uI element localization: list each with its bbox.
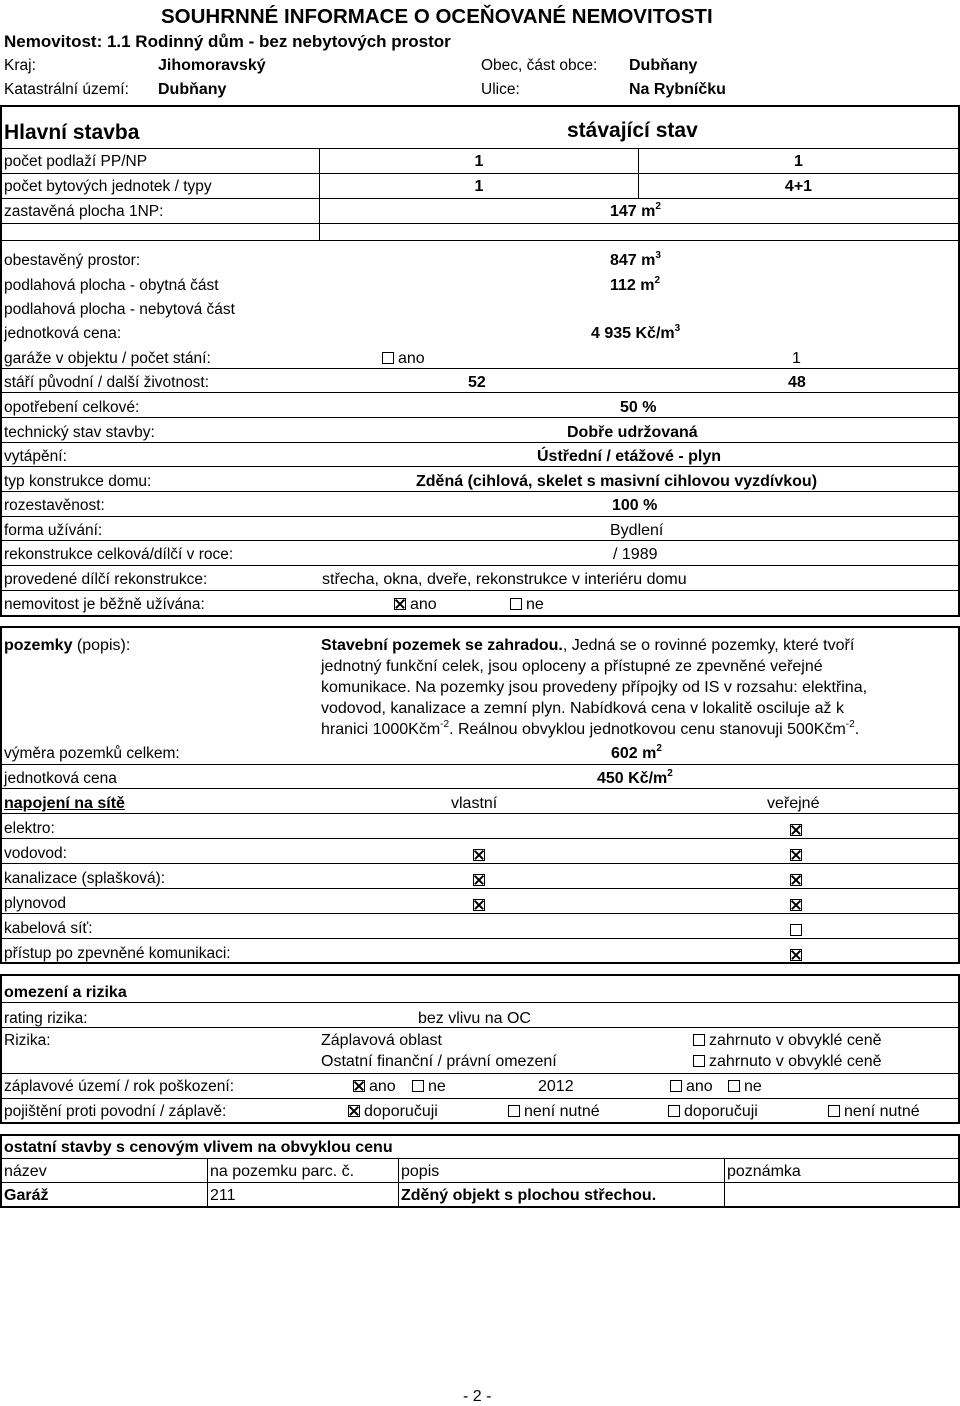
divider — [0, 974, 2, 1122]
divider — [0, 788, 958, 789]
row-label: stáří původní / další životnost: — [4, 374, 210, 391]
pozemky-label: pozemky (popis): — [4, 637, 131, 654]
column-header: název — [4, 1163, 47, 1180]
site-vlastni-checkbox[interactable] — [473, 847, 489, 865]
value: Záplavová oblast — [321, 1032, 442, 1049]
row-label: Rizika: — [4, 1032, 51, 1049]
divider — [0, 615, 960, 617]
insurance-not-needed-checkbox[interactable]: není nutné — [508, 1103, 600, 1121]
checkbox-checked-icon — [790, 899, 802, 911]
site-item-label: elektro: — [4, 820, 55, 837]
row-label: počet podlaží PP/NP — [4, 153, 148, 170]
value: / 1989 — [613, 546, 658, 563]
checkbox-checked-icon — [473, 899, 485, 911]
divider — [0, 938, 958, 939]
value: 147 $m^2$ — [610, 201, 661, 220]
value: Ústřední / etážové - plyn — [537, 448, 722, 465]
value: bez vlivu na OC — [418, 1010, 531, 1027]
divider — [0, 1182, 958, 1183]
insurance-not-needed-checkbox-2[interactable]: není nutné — [828, 1103, 920, 1121]
checkbox-checked-icon — [394, 598, 406, 610]
divider — [0, 1134, 958, 1136]
divider — [0, 962, 960, 964]
site-item-label: plynovod — [4, 895, 67, 912]
row-label: výměra pozemků celkem: — [4, 745, 180, 762]
divider — [0, 466, 958, 467]
divider — [0, 1122, 960, 1124]
divider — [0, 392, 958, 393]
row-label: rozestavěnost: — [4, 497, 105, 514]
site-title: napojení na sítě — [4, 795, 125, 812]
risk1-checkbox[interactable]: zahrnuto v obvyklé ceně — [693, 1032, 882, 1050]
checkbox-empty-icon — [670, 1080, 682, 1092]
row-label: podlahová plocha - obytná část — [4, 277, 219, 294]
used-yes-checkbox[interactable]: ano — [394, 596, 437, 614]
value: 112 $m^2$ — [610, 275, 661, 294]
value: 48 — [788, 374, 806, 391]
checkbox-empty-icon — [693, 1055, 705, 1067]
row-label: typ konstrukce domu: — [4, 473, 152, 490]
row-label: zastavěná plocha 1NP: — [4, 203, 164, 220]
divider — [0, 105, 2, 615]
checkbox-checked-icon — [790, 874, 802, 886]
section-title: Hlavní stavba — [4, 121, 140, 144]
divider — [0, 442, 958, 443]
checkbox-empty-icon — [728, 1080, 740, 1092]
row-label: vytápění: — [4, 448, 67, 465]
checkbox-checked-icon — [790, 849, 802, 861]
site-item-label: kabelová síť: — [4, 920, 93, 937]
table-cell: Zděný objekt s plochou střechou. — [401, 1187, 657, 1204]
divider — [0, 516, 958, 517]
value: 52 — [468, 374, 486, 391]
site-verejne-checkbox[interactable] — [790, 947, 806, 965]
kraj-value: Jihomoravský — [158, 57, 266, 74]
checkbox-empty-icon — [382, 352, 394, 364]
divider — [0, 1002, 958, 1003]
checkbox-empty-icon — [508, 1105, 520, 1117]
flood-no-checkbox[interactable]: ne — [412, 1078, 446, 1096]
value: 4 935 $Kč/m^3$ — [591, 323, 681, 342]
row-label: rating rizika: — [4, 1010, 88, 1027]
divider — [0, 240, 958, 241]
divider — [0, 1073, 958, 1074]
flood-yes-checkbox[interactable]: ano — [353, 1078, 396, 1096]
divider — [0, 1098, 958, 1099]
row-label: nemovitost je běžně užívána: — [4, 596, 205, 613]
pozemky-description: hranici 1000Kčm$^{-2}$. Reálnou obvyklou jednotkovou cenu stanovuji 500Kčm$^{-2}$. — [321, 719, 860, 738]
damage-yes-checkbox[interactable]: ano — [670, 1078, 713, 1096]
divider — [0, 173, 958, 174]
divider — [0, 198, 958, 199]
ulice-value: Na Rybníčku — [629, 81, 726, 98]
ku-label: Katastrální území: — [4, 81, 129, 98]
site-item-label: vodovod: — [4, 845, 67, 862]
divider — [0, 105, 958, 107]
divider — [0, 764, 958, 765]
site-vlastni-checkbox[interactable] — [473, 872, 489, 890]
ku-value: Dubňany — [158, 81, 227, 98]
value: 1 — [474, 178, 484, 195]
obec-value: Dubňany — [629, 57, 698, 74]
divider — [0, 148, 958, 149]
row-label: technický stav stavby: — [4, 424, 155, 441]
ostatni-title: ostatní stavby s cenovým vlivem na obvyklou cenu — [4, 1139, 393, 1156]
value: 100 % — [612, 497, 658, 514]
value: 50 % — [620, 399, 657, 416]
row-label: jednotková cena: — [4, 325, 122, 342]
checkbox-empty-icon — [668, 1105, 680, 1117]
divider — [0, 417, 958, 418]
divider — [0, 540, 958, 541]
page-number: - 2 - — [463, 1388, 492, 1405]
checkbox-empty-icon — [790, 924, 802, 936]
divider — [0, 1158, 958, 1159]
column-header: veřejné — [767, 795, 820, 812]
row-label: pojištění proti povodní / záplavě: — [4, 1103, 227, 1120]
table-cell: 211 — [210, 1187, 236, 1204]
value: Ostatní finanční / právní omezení — [321, 1053, 557, 1070]
site-verejne-checkbox[interactable] — [790, 897, 806, 915]
column-header: vlastní — [451, 795, 498, 812]
value: Zděná (cihlová, skelet s masivní cihlovou vyzdívkou) — [416, 473, 818, 490]
divider — [0, 626, 2, 962]
checkbox-empty-icon — [828, 1105, 840, 1117]
checkbox-checked-icon — [473, 849, 485, 861]
row-label: rekonstrukce celková/dílčí v roce: — [4, 546, 234, 563]
value: 2012 — [538, 1078, 574, 1095]
garage-checkbox[interactable]: ano — [382, 350, 425, 368]
column-header: poznámka — [727, 1163, 801, 1180]
ulice-label: Ulice: — [481, 81, 520, 98]
divider — [0, 1206, 960, 1208]
divider — [0, 368, 958, 369]
value: 847 $m^3$ — [610, 250, 661, 269]
pozemky-description: jednotný funkční celek, jsou oploceny a přístupné ze zpevněné veřejné — [321, 658, 823, 675]
obec-label: Obec, část obce: — [481, 57, 598, 74]
divider — [0, 838, 958, 839]
checkbox-empty-icon — [693, 1034, 705, 1046]
row-label: opotřebení celkové: — [4, 399, 140, 416]
page-title: SOUHRNNÉ INFORMACE O OCEŇOVANÉ NEMOVITOSTI — [161, 5, 713, 28]
row-label: jednotková cena — [4, 770, 117, 787]
value: 4+1 — [784, 178, 813, 195]
divider — [0, 223, 958, 224]
row-label: počet bytových jednotek / typy — [4, 178, 212, 195]
site-vlastni-checkbox[interactable] — [473, 897, 489, 915]
row-label: záplavové území / rok poškození: — [4, 1078, 235, 1095]
row-label: obestavěný prostor: — [4, 252, 141, 269]
risk2-checkbox[interactable]: zahrnuto v obvyklé ceně — [693, 1053, 882, 1071]
divider — [0, 491, 958, 492]
property-title: Nemovitost: 1.1 Rodinný dům - bez nebytových prostor — [4, 32, 451, 51]
divider — [0, 626, 958, 628]
site-item-label: kanalizace (splašková): — [4, 870, 166, 887]
value: 602 $m^2$ — [611, 743, 662, 762]
divider — [724, 1158, 725, 1206]
value: Bydlení — [610, 522, 664, 539]
value: 450 $Kč/m^2$ — [597, 768, 673, 787]
damage-no-checkbox[interactable]: ne — [728, 1078, 762, 1096]
row-label: provedené dílčí rekonstrukce: — [4, 571, 208, 588]
row-label: forma užívání: — [4, 522, 103, 539]
row-label: garáže v objektu / počet stání: — [4, 350, 211, 367]
site-verejne-checkbox[interactable] — [790, 922, 806, 940]
value: Dobře udržovaná — [567, 424, 698, 441]
site-verejne-checkbox[interactable] — [790, 822, 806, 840]
row-label: podlahová plocha - nebytová část — [4, 301, 235, 318]
divider — [0, 565, 958, 566]
insurance-recommend-checkbox-2[interactable]: doporučuji — [668, 1103, 758, 1121]
pozemky-description: komunikace. Na pozemky jsou provedeny přípojky od IS v rozsahu: elektřina, — [321, 679, 868, 696]
column-header: popis — [401, 1163, 440, 1180]
pozemky-description: vodovod, kanalizace a zemní plyn. Nabídková cena v lokalitě osciluje až k — [321, 700, 844, 717]
insurance-recommend-checkbox[interactable]: doporučuji — [348, 1103, 438, 1121]
used-no-checkbox[interactable]: ne — [510, 596, 544, 614]
site-verejne-checkbox[interactable] — [790, 872, 806, 890]
checkbox-checked-icon — [353, 1080, 365, 1092]
divider — [207, 1158, 208, 1206]
checkbox-empty-icon — [510, 598, 522, 610]
rizika-title: omezení a rizika — [4, 984, 127, 1001]
site-verejne-checkbox[interactable] — [790, 847, 806, 865]
table-cell: Garáž — [4, 1187, 49, 1204]
divider — [0, 590, 958, 591]
value: 1 — [474, 153, 484, 170]
checkbox-empty-icon — [412, 1080, 424, 1092]
checkbox-checked-icon — [473, 874, 485, 886]
divider — [0, 813, 958, 814]
value: 1 — [792, 350, 801, 367]
kraj-label: Kraj: — [4, 57, 36, 74]
checkbox-checked-icon — [790, 949, 802, 961]
checkbox-checked-icon — [348, 1105, 360, 1117]
divider — [0, 974, 958, 976]
checkbox-checked-icon — [790, 824, 802, 836]
column-header: na pozemku parc. č. — [210, 1163, 355, 1180]
divider — [0, 1134, 2, 1206]
site-item-label: přístup po zpevněné komunikaci: — [4, 945, 231, 962]
pozemky-description: Stavební pozemek se zahradou., Jedná se o rovinné pozemky, které tvoří — [321, 637, 855, 654]
column-header: stávající stav — [567, 119, 698, 142]
value: střecha, okna, dveře, rekonstrukce v interiéru domu — [322, 571, 687, 588]
value: 1 — [794, 153, 803, 170]
divider — [398, 1158, 399, 1206]
